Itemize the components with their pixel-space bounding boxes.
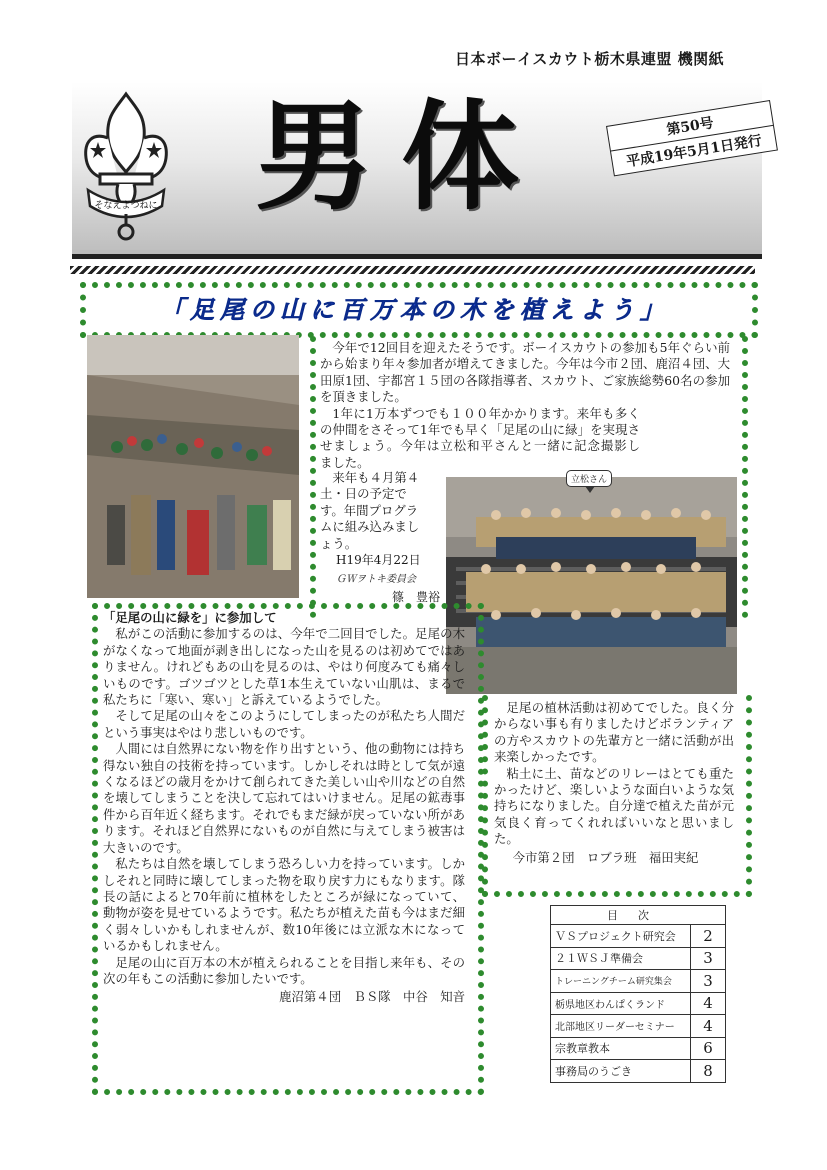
issue-number: 第50号 <box>607 101 773 151</box>
divider-hatch <box>70 266 755 274</box>
toc-label: 事務局のうごき <box>551 1060 691 1083</box>
toc-page: 2 <box>691 925 726 948</box>
main-paragraph-3: 人間には自然界にない物を作り出すという、他の動物には持ち得ない独自の技術を持っています。しかしそれは時として気が遠くなるほどの歳月をかけて創られてきた美しい山や川などの自然を壊してしまうことを決して忘れてはいけません。足尾の鉱毒事件から百年近く経ちます。それでもまだ緑が戻っていない所があります。それほど自然界にないものが自然に与えてしまう被害は大きいのです。 <box>103 741 465 855</box>
toc-label: ＶＳプロジェクト研究会 <box>551 925 691 948</box>
headline-text: 「足尾の山に百万本の木を植えよう」 <box>160 296 670 324</box>
toc-page: 4 <box>691 1015 726 1038</box>
right-paragraph-1: 足尾の植林活動は初めてでした。良く分からない事も有りましたけどボランティアの方やスカウトの先輩方と一緒に活動が出来楽しかったです。 <box>494 700 734 765</box>
article-date: H19年4月22日 <box>336 553 421 567</box>
toc-row <box>551 1015 726 1038</box>
top-article-author: 篠 豊裕 <box>392 590 441 604</box>
top-side-note <box>320 470 428 552</box>
toc-row <box>551 925 726 948</box>
emblem-motto: そなえよつねに <box>94 201 158 211</box>
caption-bubble: 立松さん <box>566 470 612 487</box>
main-paragraph-2: そして足尾の山々をこのようにしてしまったのが私たち人間だという事実はやはり悲しいものです。 <box>103 708 465 740</box>
toc-page: 8 <box>691 1060 726 1083</box>
table-of-contents <box>550 905 726 1083</box>
main-article-title: 「足尾の山に緑を」に参加して <box>103 610 277 625</box>
right-article-text <box>494 700 734 866</box>
top-article-text <box>320 340 730 471</box>
issue-date: 平成19年5月1日発行 <box>625 132 763 171</box>
toc-row <box>551 1060 726 1083</box>
toc-label: 宗教章教本 <box>551 1037 691 1060</box>
tree-planting-photo <box>87 335 299 598</box>
toc-row <box>551 947 726 970</box>
toc-label: ２１ＷＳＪ準備会 <box>551 947 691 970</box>
toc-label: 北部地区リーダーセミナー <box>551 1015 691 1038</box>
article-group: ＧＷヲトキ委員会 <box>336 574 416 585</box>
main-article-author: 鹿沼第４団 ＢＳ隊 中谷 知音 <box>279 989 465 1005</box>
toc-page: 3 <box>691 947 726 970</box>
toc-page: 4 <box>691 992 726 1015</box>
toc-row <box>551 1037 726 1060</box>
fleur-de-lis-icon <box>78 86 174 248</box>
toc-page: 3 <box>691 970 726 993</box>
toc-row <box>551 992 726 1015</box>
main-article-text <box>103 610 465 1006</box>
right-article-author: 今市第２団 ロブラ班 福田実紀 <box>512 849 699 865</box>
organization-name: 日本ボーイスカウト栃木県連盟 機関紙 <box>455 50 725 68</box>
main-paragraph-1: 私がこの活動に参加するのは、今年で二回目でした。足尾の木がなくなって地面が剥き出しになった山を見るのは初めてではありません。けれどもあの山を見るのは、やはり何度みても痛々しいものです。ゴツゴツとした草1本生えていない山肌は、まるで私たちに「寒い、寒い」と訴えているようでした。 <box>103 626 465 708</box>
next-year-note: 来年も４月第４土・日の予定です。年間プログラムに組み込みましょう。 <box>320 470 420 551</box>
main-paragraph-4: 私たちは自然を壊してしまう恐ろしい力を持っています。しかしそれと同時に壊してしまった物を取り戻す力にもなります。隊長の話によると70年前に植林をしたところが緑になっていて、動物が姿を見せているようです。私たちが植えた苗も今はまだ細く弱々しいかもしれませんが、数10年後には立派な木になっているかもしれません。 <box>103 856 465 954</box>
toc-header: 目次 <box>551 906 726 925</box>
toc-label: トレーニングチーム研究集会 <box>551 970 691 993</box>
top-paragraph-1: 今年で12回目を迎えたそうです。ボーイスカウトの参加も5年ぐらい前から始まり年々参加者が増えてきました。今年は今市２団、鹿沼４団、大田原1団、宇都宮１５団の各隊指導者、スカウト、ご家族総勢60名の参加を頂きました。 <box>320 340 730 405</box>
top-paragraph-2: 1年に1万本ずつでも１００年かかります。来年も多くの仲間をさそって1年でも早く「足尾の山に緑」を実現させましょう。今年は立松和平さんと一緒に記念撮影し ました。 <box>320 405 702 470</box>
group-photo <box>446 477 737 694</box>
newsletter-title: 男体 <box>255 87 548 226</box>
right-paragraph-2: 粘土に土、苗などのリレーはとても重たかったけど、楽しいような面白いような気持ちになりました。自分達で植えた苗が元気良く育ってくれればいいなと思いました。 <box>494 765 734 847</box>
toc-label: 栃県地区わんぱくランド <box>551 992 691 1015</box>
toc-row <box>551 970 726 993</box>
toc-page: 6 <box>691 1037 726 1060</box>
main-paragraph-5: 足尾の山に百万本の木が植えられることを目指し来年も、その次の年もこの活動に参加したいです。 <box>103 954 465 986</box>
